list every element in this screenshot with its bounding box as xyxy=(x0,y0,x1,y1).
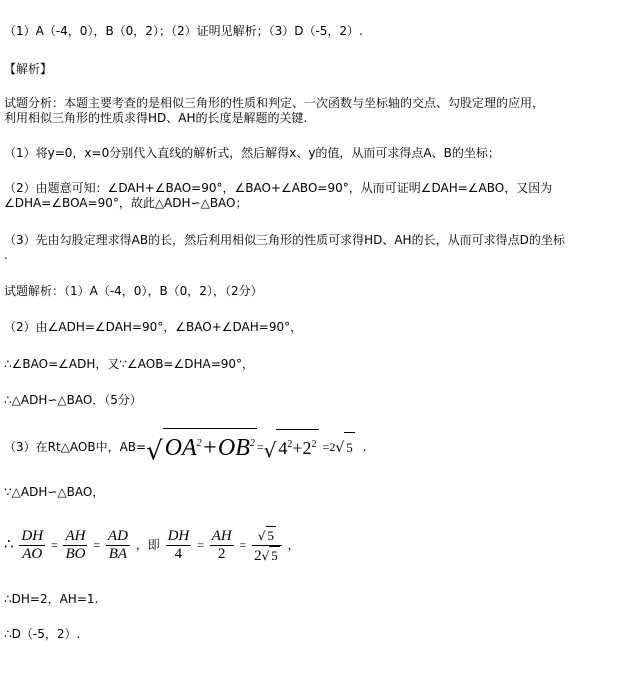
sqrt-oa-ob-formula: $√OA^2+OB^2$ xyxy=(146,428,257,467)
fraction-ah-bo: $\frac{AH}{BO}$ xyxy=(65,528,86,562)
solution-line-8: ∴DH=2，AH=1. xyxy=(4,592,99,606)
fraction-ad-ba: $\frac{AD}{BA}$ xyxy=(107,528,128,562)
analysis-line-2: 利用相似三角形的性质求得HD、AH的长度是解题的关键. xyxy=(4,111,308,125)
fraction-line-mid: ，即 xyxy=(135,538,160,552)
answer-line: （1）A（-4，0），B（0，2）；（2）证明见解析；（3）D（-5，2）. xyxy=(4,24,363,38)
step-3-line-1: （3）先由勾股定理求得AB的长，然后利用相似三角形的性质可求得HD、AH的长，从而可求得点D的坐标 xyxy=(4,233,565,247)
sqrt-5: √ 5 xyxy=(335,432,354,463)
step-2-line-1: （2）由题意可知：∠DAH+∠BAO=90°，∠BAO+∠ABO=90°，从而可证明∠DAH=∠ABO，又因为 xyxy=(4,181,553,195)
solution-line-3: ∴∠BAO=∠ADH，又∵∠AOB=∠DHA=90°， xyxy=(4,357,255,371)
solution-line-6: ∵△ADH∽△BAO， xyxy=(4,485,105,499)
fraction-dh-4: $\frac{DH}{4}$ xyxy=(167,528,190,562)
therefore-symbol: ∴ xyxy=(4,535,14,553)
fraction-line-end: ， xyxy=(287,538,300,552)
fraction-dh-ao: $\frac{DH}{AO}$ xyxy=(21,528,44,562)
step-2-line-2: ∠DHA=∠BOA=90°，故此△ADH∽△BAO； xyxy=(4,196,248,210)
fraction-ah-2: $\frac{AH}{2}$ xyxy=(211,528,232,562)
solution-line-1: 试题解析：（1）A（-4，0），B（0，2），（2分） xyxy=(4,284,263,298)
solution-line-5-prefix: （3）在Rt△AOB中，AB= xyxy=(4,439,147,454)
solution-line-2: （2）由∠ADH=∠DAH=90°，∠BAO+∠DAH=90°， xyxy=(4,320,303,334)
fraction-sqrt5-2sqrt5: $\frac{√ 5}{2√ 5}$ xyxy=(252,526,282,565)
sqrt-4-2-formula: √ $4^2+2^2$ xyxy=(264,429,319,466)
step-3-line-2: . xyxy=(4,248,8,262)
step-1: （1）将y=0，x=0分别代入直线的解析式，然后解得x、y的值，从而可求得点A、B的坐标； xyxy=(4,146,500,160)
solution-line-5: （3）在Rt△AOB中，$AB=√OA^2+OB^2$ =√ $4^2+2^2 =2√$ 5 . xyxy=(4,428,367,458)
solution-line-9: ∴D（-5，2）. xyxy=(4,627,81,641)
analysis-line-1: 试题分析：本题主要考查的是相似三角形的性质和判定、一次函数与坐标轴的交点、勾股定理的应用， xyxy=(4,96,545,110)
fraction-line: ∴ $\frac{DH}{AO}$ = $\frac{AH}{BO}$ = $\frac{AD}{BA}$ ，即 $\frac{DH}{4}$ = $\frac{AH}{2}$ = $\frac{√ 5}{2√ 5}$ ， xyxy=(4,528,300,564)
solution-line-5-suffix: =2 xyxy=(322,439,336,454)
solution-line-5-end: . xyxy=(362,439,367,454)
section-header: 【解析】 xyxy=(4,62,53,76)
solution-line-4: ∴△ADH∽△BAO．（5分） xyxy=(4,393,142,407)
